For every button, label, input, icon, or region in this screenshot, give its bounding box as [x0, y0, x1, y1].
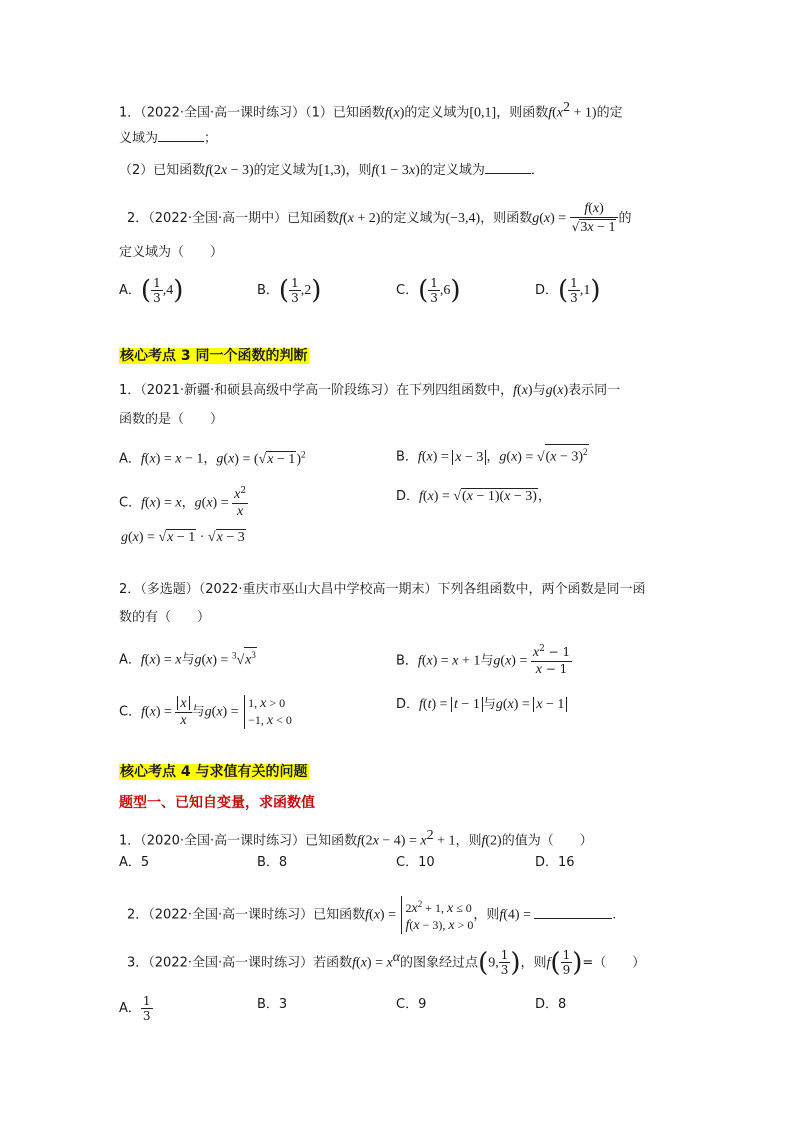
question-2-line-2: 定义域为（ ）	[119, 245, 224, 260]
option-A[interactable]: A．5	[119, 855, 150, 870]
section-heading-4: 核心考点 4 与求值有关的问题	[120, 764, 308, 780]
question-4-3: 3．（2022·全国·高一课时练习）若函数$f(x) = x^\alpha$的图象经过点(9, $\frac{1}{3}$ )，则f( $\frac{1}{9}$ )=（ ）	[127, 947, 646, 978]
option-D[interactable]: D．f(t) = t − 1 与g(x) = x − 1	[396, 695, 567, 715]
option-B[interactable]: B．3	[257, 997, 288, 1012]
subheading-type-1: 题型一、已知自变量，求函数值	[119, 795, 315, 811]
option-B[interactable]: B．f(x) = x + 1与g(x) = $\frac{x^2 - 1}{x - 1}$	[396, 644, 571, 677]
question-3-2-line-1: 2．（多选题）（2022·重庆市巫山大昌中学校高一期末）下列各组函数中，两个函数是同一函	[119, 582, 646, 597]
option-A[interactable]: A．f(x) = x与$g(x) = ^3√x^3$	[119, 645, 257, 671]
option-C[interactable]: C．10	[396, 855, 435, 870]
section-heading-3: 核心考点 3 同一个函数的判断	[120, 348, 308, 364]
option-B[interactable]: B．8	[257, 855, 288, 870]
answer-blank[interactable]	[485, 161, 531, 174]
question-1-line-2: 义域为 ；	[119, 131, 218, 146]
option-D[interactable]: D．( $\frac{1}{3}$ ,1)	[535, 275, 601, 306]
option-B[interactable]: B．( $\frac{1}{3}$ ,2)	[257, 275, 322, 306]
option-C[interactable]: C．f(x) = $\frac{x}{x}$ 与g(x) = 1, x > 0 −1, x < 0	[119, 695, 292, 728]
option-D-continued: g(x) = √x − 1 · √x − 3	[121, 530, 245, 545]
question-4-2: 2．（2022·全国·高一课时练习）已知函数f(x) = $2x^2 + 1$, x ≤ 0 f(x − 3), x > 0 ，则f(4) = .	[127, 896, 616, 934]
question-1-line-1: 1．（2022·全国·高一课时练习）（1）已知函数f(x)的定义域为[0,1]，则函数$f(x^2 + 1)$的定	[119, 100, 623, 121]
option-D[interactable]: D．8	[535, 997, 567, 1012]
option-C[interactable]: C．( $\frac{1}{3}$ ,6)	[396, 275, 461, 306]
question-2-line-1: 2．（2022·全国·高一期中）已知函数f(x + 2)的定义域为(−3,4)，则函数g(x) = $\frac{f(x)}{√3x - 1}$ 的	[127, 201, 632, 235]
question-1-part-2: （2）已知函数f(2x − 3)的定义域为[1,3)，则f(1 − 3x)的定义域为 ．	[119, 163, 544, 178]
option-B[interactable]: B．f(x) = x − 3 ，$g(x) = √(x - 3)^2$	[396, 444, 589, 468]
option-C[interactable]: C．9	[396, 997, 427, 1012]
answer-blank[interactable]	[158, 129, 204, 142]
answer-blank[interactable]	[534, 906, 612, 919]
question-4-1: 1．（2020·全国·高一课时练习）已知函数$f(2x - 4) = x^2 + 1$，则f(2)的值为（ ）	[119, 828, 593, 849]
option-C[interactable]: C．f(x) = x，g(x) = $\frac{x^2}{x}$	[119, 486, 247, 519]
question-3-1-line-2: 函数的是（ ）	[119, 412, 224, 427]
option-A[interactable]: A．f(x) = x − 1，$g(x) = (√x - 1)^2$	[119, 449, 306, 467]
option-A[interactable]: A． $\frac{1}{3}$	[119, 994, 151, 1023]
option-D[interactable]: D．16	[535, 855, 575, 870]
question-3-1-line-1: 1．（2021·新疆·和硕县高级中学高一阶段练习）在下列四组函数中，f(x)与g(x)表示同一	[119, 383, 621, 398]
question-3-2-line-2: 数的有（ ）	[119, 610, 211, 625]
option-D[interactable]: D．f(x) = √(x − 1)(x − 3)，	[396, 489, 551, 504]
option-A[interactable]: A．( $\frac{1}{3}$ ,4)	[119, 275, 184, 306]
